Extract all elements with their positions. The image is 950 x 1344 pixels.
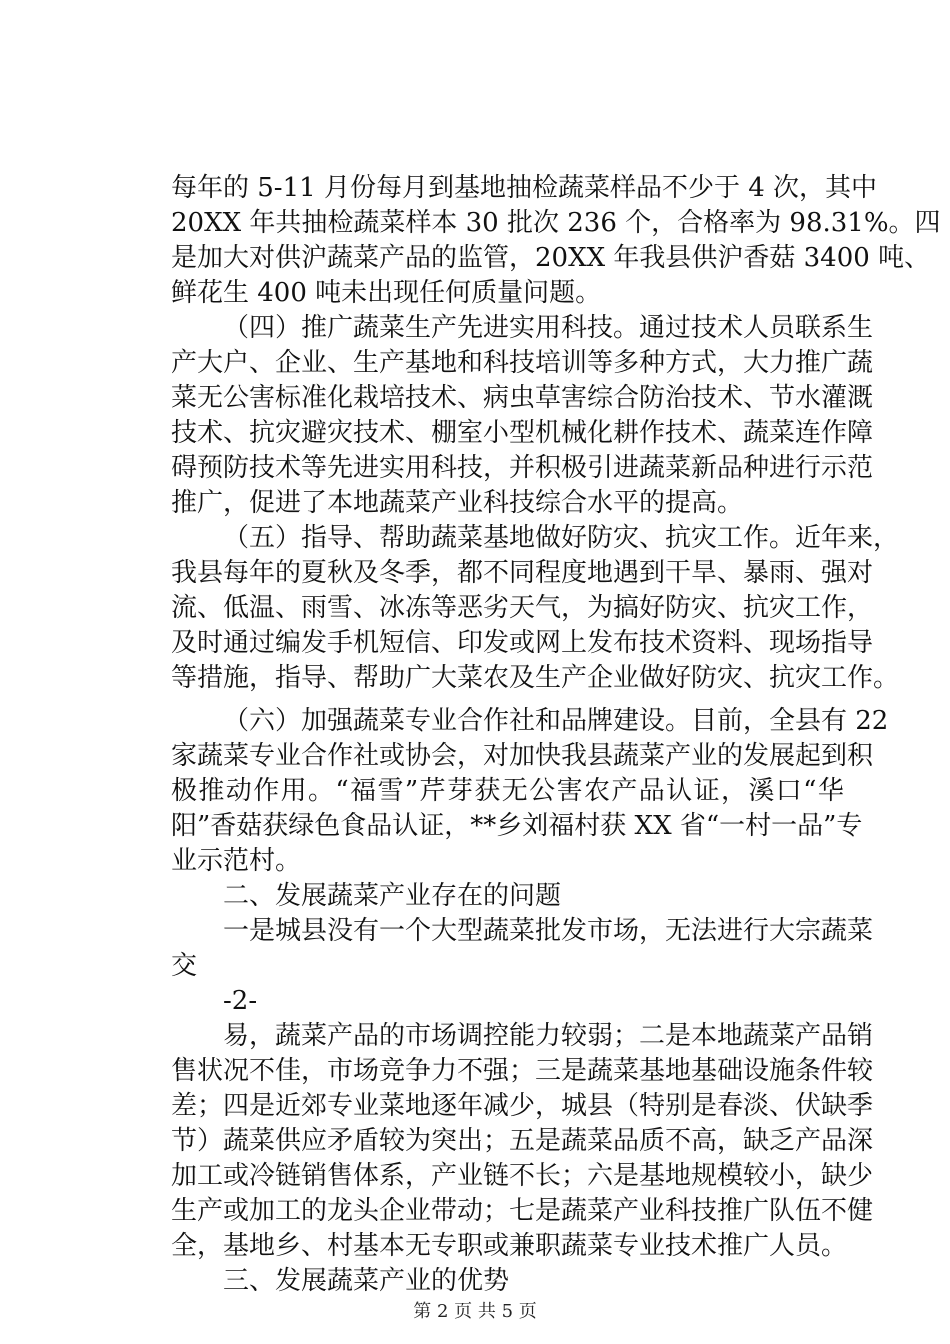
body-text-line: 推广，促进了本地蔬菜产业科技综合水平的提高。 [171, 488, 744, 518]
body-text-line: 菜无公害标准化栽培技术、病虫草害综合防治技术、节水灌溉 [171, 383, 874, 413]
body-text-line: 加工或冷链销售体系，产业链不长；六是基地规模较小，缺少 [171, 1161, 874, 1191]
body-text-line: 差；四是近郊专业菜地逐年减少，城县（特别是春淡、伏缺季 [171, 1091, 874, 1121]
body-text-line: （六）加强蔬菜专业合作社和品牌建设。目前，全县有 22 [223, 706, 889, 736]
body-text-line: （五）指导、帮助蔬菜基地做好防灾、抗灾工作。近年来， [223, 523, 900, 553]
body-text-line: 阳”香菇获绿色食品认证，**乡刘福村获 XX 省“一村一品”专 [171, 811, 863, 841]
body-text-line: 等措施，指导、帮助广大菜农及生产企业做好防灾、抗灾工作。 [171, 663, 900, 693]
body-text-line: 易，蔬菜产品的市场调控能力较弱；二是本地蔬菜产品销 [223, 1021, 874, 1051]
body-text-line: 流、低温、雨雪、冰冻等恶劣天气，为搞好防灾、抗灾工作， [171, 593, 874, 623]
body-text-line: 节）蔬菜供应矛盾较为突出；五是蔬菜品质不高，缺乏产品深 [171, 1126, 874, 1156]
page-footer: 第 2 页 共 5 页 [413, 1301, 537, 1322]
body-text-line: 交 [171, 951, 198, 981]
body-text-line: 业示范村。 [171, 846, 302, 876]
inline-page-number: -2- [223, 986, 258, 1016]
body-text-line: 碍预防技术等先进实用科技，并积极引进蔬菜新品种进行示范 [171, 453, 874, 483]
body-text-line: 每年的 5-11 月份每月到基地抽检蔬菜样品不少于 4 次，其中 [171, 173, 878, 203]
section-heading: 三、发展蔬菜产业的优势 [223, 1266, 510, 1296]
body-text-line: 全，基地乡、村基本无专职或兼职蔬菜专业技术推广人员。 [171, 1231, 848, 1261]
body-text-line: 鲜花生 400 吨未出现任何质量问题。 [171, 278, 602, 308]
body-text-line: 我县每年的夏秋及冬季，都不同程度地遇到干旱、暴雨、强对 [171, 558, 874, 588]
body-text-line: 及时通过编发手机短信、印发或网上发布技术资料、现场指导 [171, 628, 874, 658]
body-text-line: 生产或加工的龙头企业带动；七是蔬菜产业科技推广队伍不健 [171, 1196, 874, 1226]
body-text-line: 售状况不佳，市场竞争力不强；三是蔬菜基地基础设施条件较 [171, 1056, 874, 1086]
body-text-line: 是加大对供沪蔬菜产品的监管，20XX 年我县供沪香菇 3400 吨、 [171, 243, 931, 273]
body-text-line: 一是城县没有一个大型蔬菜批发市场，无法进行大宗蔬菜 [223, 916, 874, 946]
body-text-line: 20XX 年共抽检蔬菜样本 30 批次 236 个，合格率为 98.31%。四 [171, 208, 941, 238]
body-text-line: 极推动作用。“福雪”芹芽获无公害农产品认证，溪口“华 [171, 776, 846, 806]
body-text-line: （四）推广蔬菜生产先进实用科技。通过技术人员联系生 [223, 313, 874, 343]
body-text-line: 产大户、企业、生产基地和科技培训等多种方式，大力推广蔬 [171, 348, 874, 378]
section-heading: 二、发展蔬菜产业存在的问题 [223, 881, 562, 911]
body-text-line: 技术、抗灾避灾技术、棚室小型机械化耕作技术、蔬菜连作障 [171, 418, 874, 448]
body-text-line: 家蔬菜专业合作社或协会，对加快我县蔬菜产业的发展起到积 [171, 741, 874, 771]
